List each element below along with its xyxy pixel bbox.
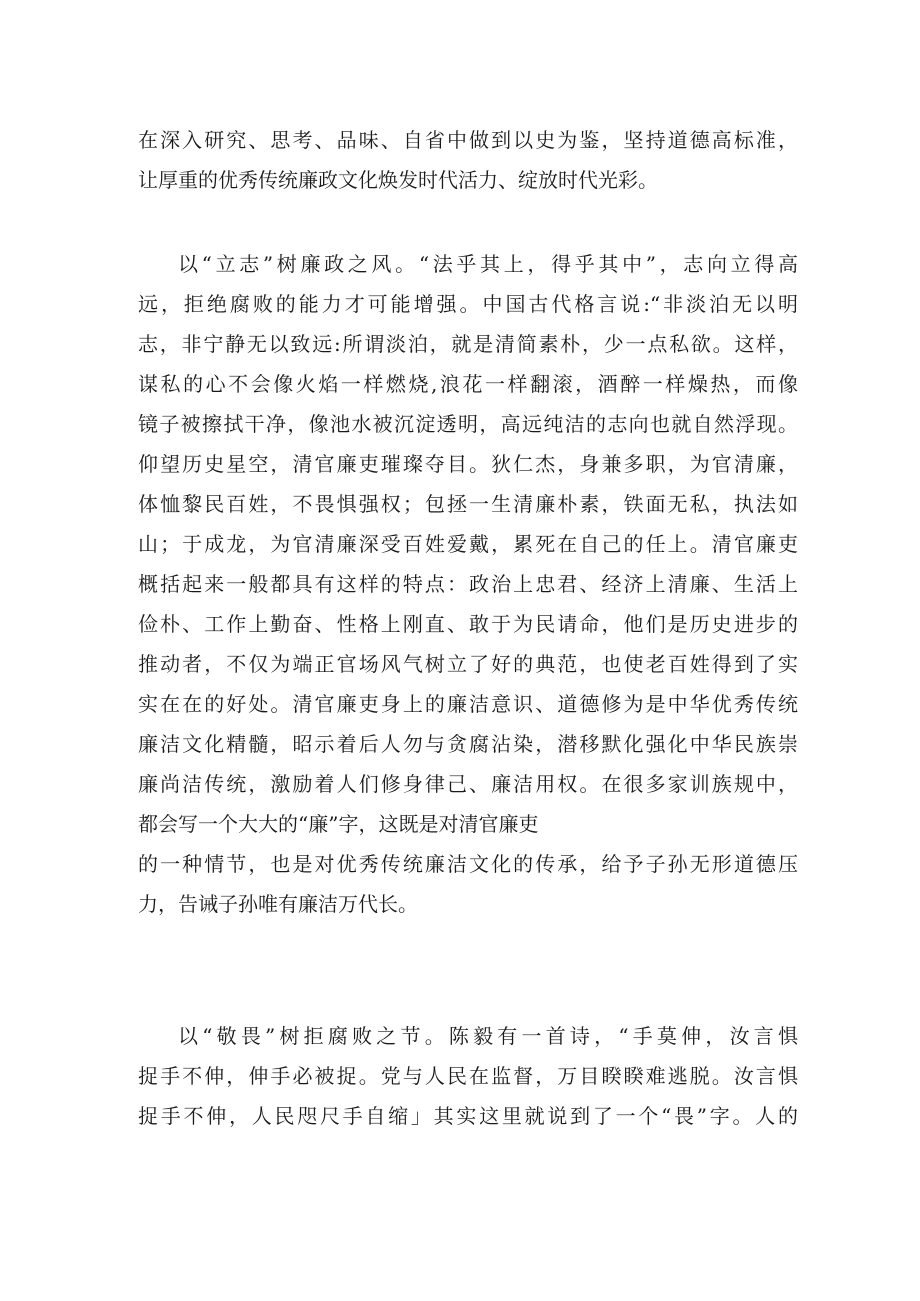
text-line: 的一种情节，也是对优秀传统廉洁文化的传承，给予子孙无形道德压: [138, 852, 798, 876]
paragraph-1: [138, 120, 798, 200]
text-line: 力，告诫子孙唯有廉洁万代长。: [138, 892, 418, 916]
text-line: 廉洁文化精髓，昭示着后人勿与贪腐沾染，潜移默化强化中华民族崇: [138, 732, 798, 756]
text-line: 志，非宁静无以致远:所谓淡泊，就是清简素朴，少一点私欲。这样，: [138, 332, 798, 356]
text-line: 以“立志”树廉政之风。“法乎其上，得乎其中”，志向立得高: [178, 252, 798, 276]
text-line: 推动者，不仅为端正官场风气树立了好的典范，也使老百姓得到了实: [138, 652, 798, 676]
text-line: 让厚重的优秀传统廉政文化焕发时代活力、绽放时代光彩。: [138, 168, 658, 192]
text-line: 俭朴、工作上勤奋、性格上刚直、敢于为民请命，他们是历史进步的: [138, 612, 798, 636]
paragraph-3: [138, 1016, 798, 1136]
text-line: 捉手不伸，人民咫尺手自缩」其实这里就说到了一个“畏”字。人的: [138, 1104, 798, 1128]
text-line: 镜子被擦拭干净，像池水被沉淀透明，高远纯洁的志向也就自然浮现。: [138, 412, 798, 436]
text-line: 以“敬畏”树拒腐败之节。陈毅有一首诗，“手莫伸，汝言惧: [178, 1024, 798, 1048]
text-line: 远，拒绝腐败的能力才可能增强。中国古代格言说:“非淡泊无以明: [138, 292, 798, 316]
text-line: 山；于成龙，为官清廉深受百姓爱戴，累死在自己的任上。清官廉吏: [138, 532, 798, 556]
text-line: 都会写一个大大的“廉”字，这既是对清官廉吏: [138, 812, 539, 836]
text-line: 谋私的心不会像火焰一样燃烧,浪花一样翻滚，酒醉一样燥热，而像: [138, 372, 798, 396]
text-line: 仰望历史星空，清官廉吏璀璨夺目。狄仁杰，身兼多职，为官清廉，: [138, 452, 798, 476]
text-line: 体恤黎民百姓，不畏惧强权；包拯一生清廉朴素，铁面无私，执法如: [138, 492, 798, 516]
paragraph-2: [138, 244, 798, 924]
text-line: 实在在的好处。清官廉吏身上的廉洁意识、道德修为是中华优秀传统: [138, 692, 798, 716]
text-line: 概括起来一般都具有这样的特点：政治上忠君、经济上清廉、生活上: [138, 572, 798, 596]
text-line: 在深入研究、思考、品味、自省中做到以史为鉴，坚持道德高标准，: [138, 128, 798, 152]
text-line: 捉手不伸，伸手必被捉。党与人民在监督，万目睽睽难逃脱。汝言惧: [138, 1064, 798, 1088]
text-line: 廉尚洁传统，激励着人们修身律己、廉洁用权。在很多家训族规中，: [138, 772, 798, 796]
